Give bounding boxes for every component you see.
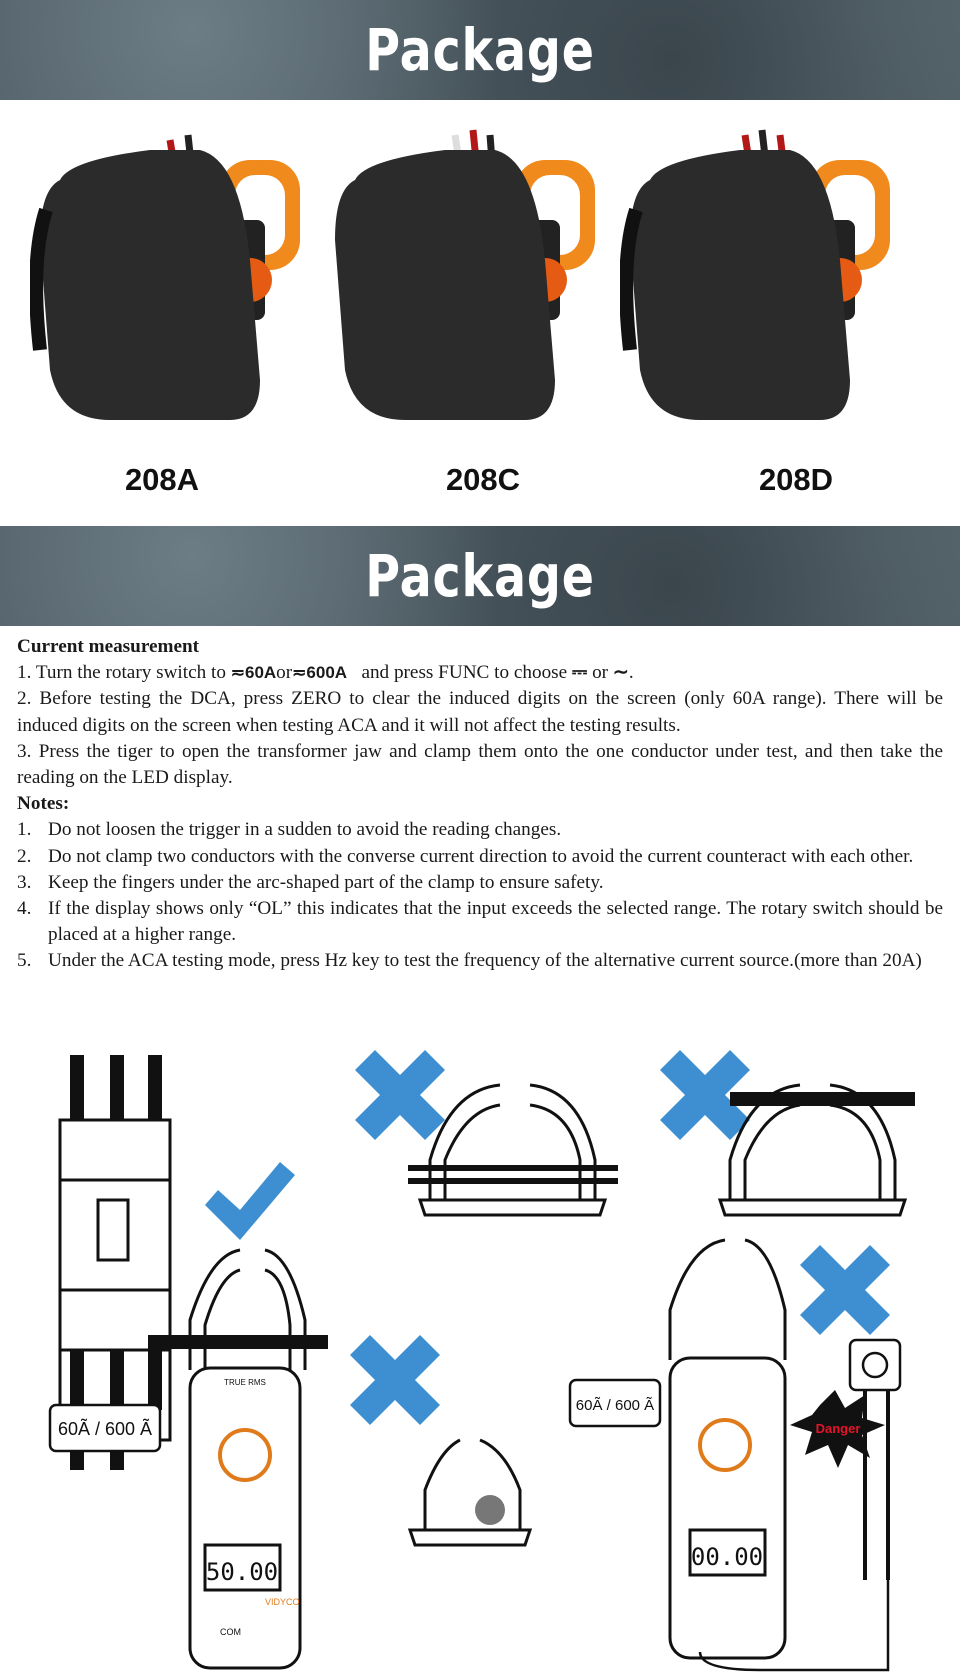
clamp-jaw-wrong-1: [420, 1085, 605, 1215]
range-60-symbol: ≂60A: [230, 663, 277, 683]
note-item: 4. If the display shows only “OL” this indicates that the input exceeds the selected range. The rotary switch should be placed at a higher range.: [17, 898, 943, 946]
note-item: 2. Do not clamp two conductors with the converse current direction to avoid the current counteract with each other.: [17, 845, 914, 867]
meter-brand: VIDYCO: [265, 1597, 300, 1607]
model-label-208c: 208C: [445, 462, 521, 497]
step-3: 3. Press the tiger to open the transformer jaw and clamp them onto the one conductor under test, and then take the reading on the LED display.: [17, 740, 943, 789]
meter-true-rms: TRUE RMS: [224, 1378, 266, 1387]
note-item: 3. Keep the fingers under the arc-shaped part of the clamp to ensure safety.: [17, 871, 604, 893]
power-socket-icon: [850, 1340, 900, 1390]
meter-reading-right: 00.00: [690, 1543, 764, 1571]
product-image-208a: [30, 120, 330, 460]
check-icon: [205, 1162, 295, 1240]
cross-icon: [355, 1050, 445, 1140]
banner-title: Package: [365, 542, 595, 610]
model-label-208d: 208D: [758, 462, 834, 497]
cross-icon: [350, 1335, 440, 1425]
product-image-208c: [325, 120, 625, 460]
note-item: 5. Under the ACA testing mode, press Hz key to test the frequency of the alternative current source.(more than 20A): [17, 950, 922, 972]
second-banner: [0, 526, 960, 626]
ac-symbol-icon: ∼: [612, 662, 629, 684]
meter-reading-left: 50.00: [205, 1558, 279, 1586]
danger-label: Danger: [815, 1421, 861, 1436]
cross-icon: [800, 1245, 890, 1335]
dc-symbol-icon: ⎓: [571, 662, 588, 684]
meter-com: COM: [220, 1627, 241, 1637]
clamp-meter-danger: [670, 1240, 785, 1658]
step-2: 2. Before testing the DCA, press ZERO to clear the induced digits on the screen (only 60A range). There will be induced digits on the screen when testing ACA and it will not affect the testing results.: [17, 688, 943, 736]
range-600-symbol: ≂600A: [292, 663, 348, 683]
current-measurement-heading: Current measurement: [17, 636, 200, 657]
step-1: 1. Turn the rotary switch to ≂60Aor≂600A and press FUNC to choose ⎓ or ∼.: [17, 662, 634, 684]
top-banner: [0, 0, 960, 100]
notes-heading: Notes:: [17, 793, 70, 815]
banner-title: Package: [365, 16, 595, 84]
note-item: 1. Do not loosen the trigger in a sudden to avoid the reading changes.: [17, 819, 562, 841]
product-image-208d: [620, 120, 920, 460]
model-label-208a: 208A: [124, 462, 200, 497]
instructions: [17, 634, 943, 975]
range-callout-left: 60Ã / 600 Ã: [57, 1419, 153, 1439]
clamp-meter-correct: [190, 1250, 305, 1668]
usage-diagrams: [0, 1040, 960, 1672]
clamp-jaw-hand: [410, 1440, 530, 1545]
range-callout-right: 60Ã / 600 Ã: [575, 1397, 655, 1414]
